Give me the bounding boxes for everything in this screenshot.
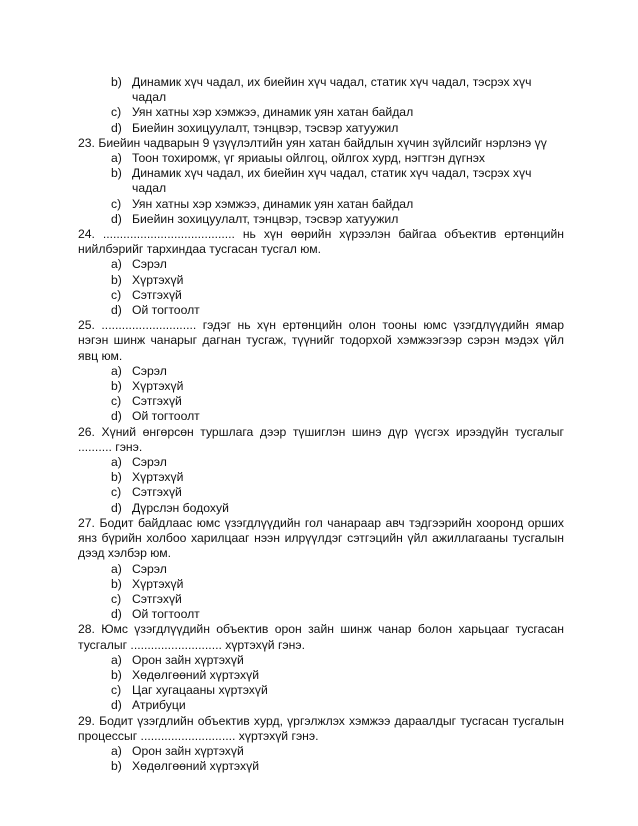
option-label: d) (111, 211, 122, 226)
option-label: c) (111, 591, 122, 606)
option-label: a) (111, 561, 122, 576)
option-text: Уян хатны хэр хэмжээ, динамик уян хатан байдал (132, 105, 414, 120)
option-label: a) (111, 743, 122, 758)
option-label: a) (111, 257, 122, 272)
option-label: d) (111, 120, 122, 135)
question-text: 28. Юмс үзэгдлүүдийн объектив орон зайн шинж чанар болон харьцааг тусгасан тусгалыг ........................... хүртэхүй гэнэ. (78, 622, 564, 652)
option-text: Хөдөлгөөний хүртэхүй (132, 759, 259, 774)
option-label: c) (111, 287, 122, 302)
option-text: Хүртэхүй (132, 272, 184, 287)
answer-option (78, 562, 564, 577)
option-label: a) (111, 652, 122, 667)
answer-option (78, 288, 564, 303)
answer-option (78, 394, 564, 409)
option-text: Сэрэл (132, 363, 167, 378)
question-block (78, 318, 564, 424)
option-text: Цаг хугацааны хүртэхүй (132, 683, 268, 698)
answer-option (78, 744, 564, 759)
option-label: d) (111, 698, 122, 713)
answer-option (78, 151, 564, 166)
answer-option (78, 668, 564, 683)
option-text: Сэрэл (132, 561, 167, 576)
option-text: Хүртэхүй (132, 576, 184, 591)
question-text: 25. ............................ гэдэг нь хүн ертөнцийн олон тооны юмс үзэгдлүүдийн ямар нэгэн шинж чанарыг дагнан тусгаж, түүнийг тодорхой хэмжээгээр сэрэн мэдэх үйл явц юм. (78, 318, 564, 363)
option-label: c) (111, 196, 122, 211)
option-label: d) (111, 500, 122, 515)
answer-option (78, 683, 564, 698)
answer-option (78, 698, 564, 713)
question-text: 26. Хүний өнгөрсөн туршлага дээр түшиглэн шинэ дүр үүсгэх ирээдүйн тусгалыг .......... гэнэ. (78, 424, 564, 454)
answer-option (78, 257, 564, 272)
question-list (78, 75, 564, 774)
option-text: Орон зайн хүртэхүй (132, 652, 244, 667)
option-text: Тоон тохиромж, үг яриаыы ойлгоц, ойлгох хурд, нэгтгэн дүгнэх (132, 151, 485, 166)
question-block (78, 136, 564, 227)
option-label: b) (111, 470, 122, 485)
option-text: Дүрслэн бодохуй (132, 500, 229, 515)
answer-option (78, 759, 564, 774)
option-label: a) (111, 151, 122, 166)
option-text: Сэтгэхүй (132, 287, 182, 302)
answer-option (78, 379, 564, 394)
question-text: 27. Бодит байдлаас юмс үзэгдлүүдийн гол чанараар авч тэдгээрийн хооронд орших янз бүрийн холбоо харилцааг нээн илрүүлдэг сэтгэцийн үйл ажиллагааны тусгалын дээд хэлбэр юм. (78, 515, 564, 561)
option-text: Биейин зохицуулалт, тэнцвэр, тэсвэр хатуужил (132, 120, 399, 135)
question-block (78, 622, 564, 713)
option-text: Сэрэл (132, 257, 167, 272)
option-text: Сэрэл (132, 455, 167, 470)
answer-option (78, 409, 564, 424)
question-block (78, 516, 564, 622)
answer-option (78, 592, 564, 607)
option-label: c) (111, 105, 122, 120)
answer-option (78, 105, 564, 120)
question-text: 24. ....................................... нь хүн өөрийн хүрээлэн байгаа объектив ертөнцийн нийлбэрийг тархиндаа тусгасан тусгал юм. (78, 227, 564, 257)
option-text: Динамик хүч чадал, их биейин хүч чадал, статик хүч чадал, тэсрэх хүч чадал (132, 75, 532, 105)
option-label: b) (111, 166, 122, 181)
answer-option (78, 364, 564, 379)
option-label: a) (111, 363, 122, 378)
option-text: Сэтгэхүй (132, 485, 182, 500)
answer-option (78, 303, 564, 318)
option-label: d) (111, 303, 122, 318)
option-label: b) (111, 272, 122, 287)
option-label: b) (111, 75, 122, 89)
question-text: 29. Бодит үзэгдлийн объектив хурд, үргэлжлэх хэмжээ дараалдыг тусгасан тусгалын процессыг ............................ хүртэхүй гэнэ. (78, 713, 564, 743)
answer-option (78, 470, 564, 485)
option-label: b) (111, 667, 122, 682)
option-label: c) (111, 485, 122, 500)
option-label: d) (111, 409, 122, 424)
option-label: b) (111, 576, 122, 591)
option-label: a) (111, 455, 122, 470)
answer-option (78, 501, 564, 516)
question-block (78, 75, 564, 136)
option-text: Орон зайн хүртэхүй (132, 743, 244, 758)
option-text: Уян хатны хэр хэмжээ, динамик уян хатан байдал (132, 196, 414, 211)
option-text: Хүртэхүй (132, 379, 184, 394)
option-label: c) (111, 394, 122, 409)
answer-option (78, 212, 564, 227)
answer-option (78, 485, 564, 500)
option-text: Сэтгэхүй (132, 394, 182, 409)
option-text: Хөдөлгөөний хүртэхүй (132, 667, 259, 682)
option-text: Сэтгэхүй (132, 591, 182, 606)
answer-option (78, 455, 564, 470)
option-text: Динамик хүч чадал, их биейин хүч чадал, статик хүч чадал, тэсрэх хүч чадал (132, 166, 532, 196)
option-label: b) (111, 379, 122, 394)
answer-option (78, 607, 564, 622)
answer-option (78, 166, 564, 196)
question-block (78, 714, 564, 775)
option-text: Биейин зохицуулалт, тэнцвэр, тэсвэр хатуужил (132, 211, 399, 226)
question-block (78, 425, 564, 516)
question-text: 23. Биейин чадварын 9 үзүүлэлтийн уян хатан байдлын хүчин зүйлсийг нэрлэнэ үү (78, 135, 547, 150)
answer-option (78, 75, 564, 105)
option-label: d) (111, 607, 122, 622)
option-text: Ой тогтоолт (132, 303, 200, 318)
answer-option (78, 653, 564, 668)
answer-option (78, 121, 564, 136)
question-block (78, 227, 564, 318)
option-text: Ой тогтоолт (132, 607, 200, 622)
option-label: c) (111, 683, 122, 698)
option-text: Хүртэхүй (132, 470, 184, 485)
answer-option (78, 577, 564, 592)
option-text: Атрибуци (132, 698, 186, 713)
answer-option (78, 197, 564, 212)
answer-option (78, 273, 564, 288)
option-label: b) (111, 759, 122, 774)
option-text: Ой тогтоолт (132, 409, 200, 424)
